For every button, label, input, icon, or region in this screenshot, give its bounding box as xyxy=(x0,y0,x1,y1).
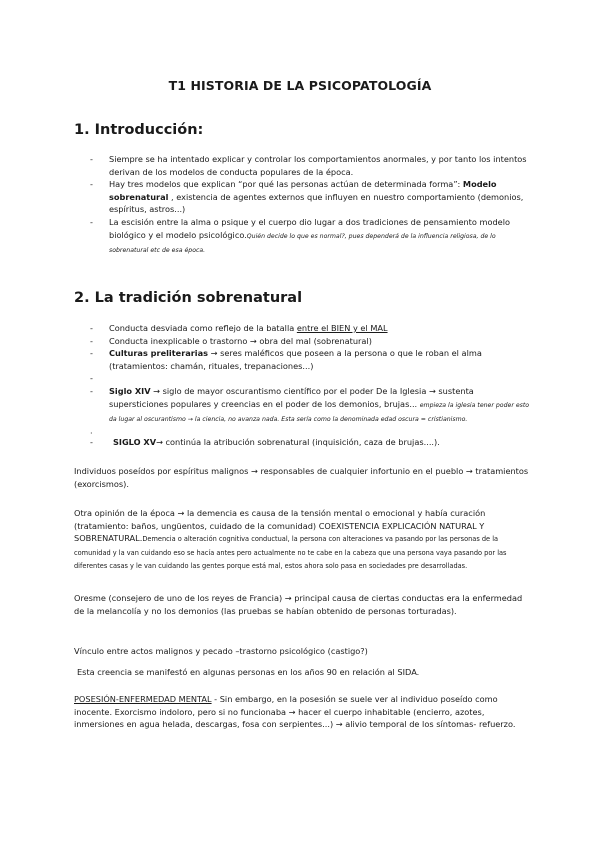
item-note: empieza la iglesia tener poder esto da lugar al oscurantismo → la ciencia, no avanza nada. Esta sería como la denominada edad oscura = cristianismo. xyxy=(109,401,530,424)
item-text: Hay tres modelos que explican “por qué las personas actúan de determinada forma”: xyxy=(109,179,463,190)
section-2-heading: 2. La tradición sobrenatural xyxy=(74,290,303,306)
list-item xyxy=(90,335,530,348)
paragraph-label: POSESIÓN-ENFERMEDAD MENTAL xyxy=(74,694,212,704)
paragraph: Vínculo entre actos malignos y pecado –trastorno psicológico (castigo?) xyxy=(74,646,368,656)
item-bold-text: Siglo XIV xyxy=(109,385,151,396)
paragraph-text: - Sin embargo, en la posesión se suele ver al individuo poseído como inocente. Exorcismo indoloro, pero si no funcionaba → hacer el cuerpo inhabitable (encierro, azotes, inmersiones en agua helada, descargas, fosa con serpientes...) → alivio temporal de los síntomas- refuerzo. xyxy=(74,694,516,730)
paragraph-note: Demencia o alteración cognitiva conductual, la persona con alteraciones va pasando por las personas de la comunidad y la van cuidando eso se hacía antes pero actualmente no te cabe en la cabeza que una persona vaya pasando por las diferentes casas y le van cuidando las gentes porque está mal, estos ahora solo pasa en sociedades pre desarrolladas. xyxy=(74,535,507,571)
list-item-empty xyxy=(90,427,530,436)
paragraph: Individuos poseídos por espíritus malignos → responsables de cualquier infortunio en el pueblo → tratamientos (exorcismos). xyxy=(74,466,529,489)
item-text: Siempre se ha intentado explicar y controlar los comportamientos anormales, y por tanto los intentos derivan de los modelos de conducta populares de la época. xyxy=(109,154,527,177)
list-item xyxy=(90,436,530,449)
item-text: → seres maléficos que poseen a la persona o que le roban el alma (tratamientos: chamán, rituales, trepanaciones...) xyxy=(109,348,482,371)
list-item-empty xyxy=(90,372,530,385)
paragraph xyxy=(74,693,532,731)
list-item xyxy=(90,347,530,372)
item-underlined-text: entre el BIEN y el MAL xyxy=(296,323,388,333)
item-text: Conducta inexplicable o trastorno → obra del mal (sobrenatural) xyxy=(109,335,372,346)
document-title: T1 HISTORIA DE LA PSICOPATOLOGÍA xyxy=(168,78,432,93)
item-note: Quién decide lo que es normal?, pues dependerá de la influencia religiosa, de lo sobrenatural etc de esa época. xyxy=(109,232,496,255)
list-item xyxy=(90,153,530,178)
section-2-list xyxy=(90,322,530,448)
item-bold-text: Modelo sobrenatural xyxy=(109,179,497,202)
item-bold-text: SIGLO XV xyxy=(113,436,157,447)
item-text: , existencia de agentes externos que influyen en nuestro comportamiento (demonios, espíritus, astros...) xyxy=(109,191,524,215)
section-1-list xyxy=(90,153,530,258)
item-bold-text: Culturas preliterarias xyxy=(109,348,209,359)
paragraph: Esta creencia se manifestó en algunas personas en los años 90 en relación al SIDA. xyxy=(77,667,420,677)
list-item xyxy=(90,178,530,216)
paragraph xyxy=(74,507,532,573)
list-item xyxy=(90,216,530,258)
item-text: → continúa la atribución sobrenatural (inquisición, caza de brujas....). xyxy=(156,436,440,447)
section-1-heading: 1. Introducción: xyxy=(74,122,204,138)
list-item xyxy=(90,322,530,335)
paragraph-text: Otra opinión de la época → la demencia es causa de la tensión mental o emocional y había curación (tratamiento: baños, ungüentos, cuidado de la comunidad) COEXISTENCIA EXPLICACIÓN NATURAL Y SOBRENATURAL. xyxy=(74,508,486,544)
item-text: Conducta desviada como reflejo de la batalla xyxy=(109,323,297,333)
item-text: → siglo de mayor oscurantismo científico por el poder De la Iglesia → sustenta supersticiones populares y creencias en el poder de los demonios, brujas... xyxy=(109,385,474,409)
paragraph: Oresme (consejero de uno de los reyes de Francia) → principal causa de ciertas conductas era la enfermedad de la melancolía y no los demonios (las pruebas se habían obtenido de personas torturadas). xyxy=(74,593,523,616)
list-item xyxy=(90,385,530,427)
item-text: La escisión entre la alma o psique y el cuerpo dio lugar a dos tradiciones de pensamiento modelo biológico y el modelo psicológico. xyxy=(109,216,511,240)
